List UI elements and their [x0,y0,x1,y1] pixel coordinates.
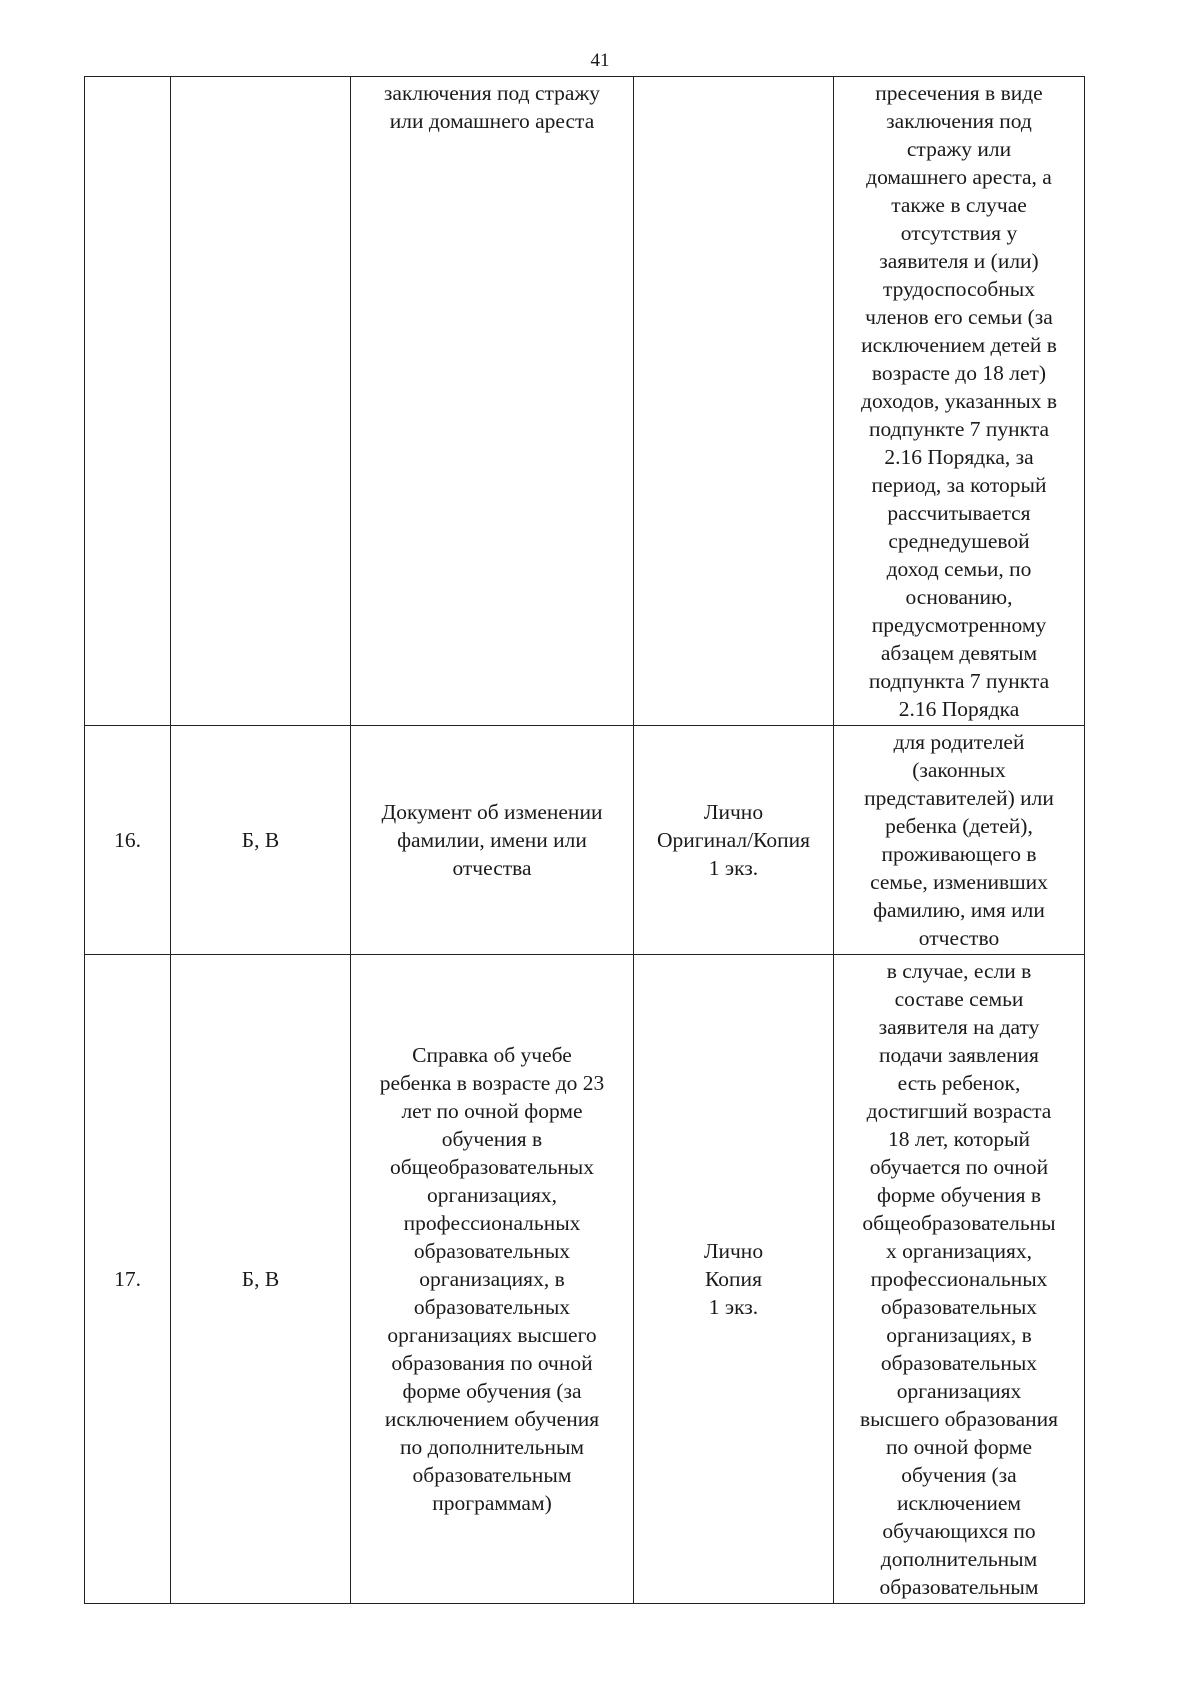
condition-cell [834,77,1085,726]
cell-text-line: трудоспособных [882,277,1035,301]
cell-text-line: (законных [912,758,1006,782]
category-cell [171,77,351,726]
cell-text-line: абзацем девятым [880,641,1038,665]
cell-text-line: форме обучения (за [402,1379,582,1403]
cell-text-line: организациях, [427,1183,557,1207]
row-number-cell [85,77,171,726]
cell-text-line: представителей) или [864,786,1054,810]
cell-text-line: 1 экз. [708,1295,759,1319]
cell-text-line: проживающего в [881,842,1037,866]
cell-text-line: стражу или [906,137,1012,161]
cell-text-line: семье, изменивших [870,870,1048,894]
cell-text-line: подпункте 7 пункта [868,417,1050,441]
cell-text-line: 1 экз. [708,856,759,880]
cell-text-line: организациях, в [419,1267,565,1291]
cell-text-line: образовательным [879,1575,1039,1599]
cell-text-line: обучения в [441,1127,543,1151]
cell-text-line: основанию, [905,585,1013,609]
cell-text-line: есть ребенок, [897,1071,1021,1095]
category-cell: Б, В [171,726,351,955]
cell-text-line: пресечения в виде [875,81,1043,105]
cell-text-line: исключением [897,1491,1021,1515]
cell-text-line: отсутствия у [900,221,1018,245]
submission-method-cell [634,726,834,955]
cell-text-line: возрасте до 18 лет) [871,361,1047,385]
submission-method-cell [634,955,834,1604]
cell-text-line: организациях [896,1379,1022,1403]
cell-text-line: достигший возраста [866,1099,1052,1123]
cell-text-line: по очной форме [885,1435,1033,1459]
cell-text-line: образовательных [413,1239,571,1263]
cell-text-line: заявителя и (или) [879,249,1039,273]
cell-text-line: общеобразовательных [390,1155,594,1179]
cell-text-line: профессиональных [870,1267,1048,1291]
cell-text-line: заключения под стражу [383,81,601,105]
table-row [85,726,1085,955]
cell-text-line: также в случае [891,193,1027,217]
cell-text-line: Лично [703,800,764,824]
cell-text-line: фамилии, имени или [397,828,587,852]
document-cell [351,955,634,1604]
cell-text-line: членов его семьи (за [865,305,1053,329]
cell-text-line: Справка об учебе [412,1043,572,1067]
cell-text-line: доходов, указанных в [861,389,1057,413]
cell-text-line: среднедушевой [888,529,1030,553]
page-number: 41 [590,50,610,71]
cell-text-line: дополнительным [880,1547,1038,1571]
category-cell: Б, В [171,955,351,1604]
cell-text-line: 18 лет, который [887,1127,1031,1151]
cell-text-line: организациях, в [886,1323,1032,1347]
cell-text-line: организациях высшего [387,1323,597,1347]
cell-text-line: отчество [918,926,1000,950]
cell-text-line: составе семьи [894,987,1024,1011]
cell-text-line: Документ об изменении [381,800,603,824]
cell-text-line: обучается по очной [869,1155,1049,1179]
cell-text-line: Оригинал/Копия [657,828,810,852]
cell-text-line: подпункта 7 пункта [868,669,1050,693]
row-number-cell: 16. [85,726,171,955]
cell-text-line: предусмотренному [871,613,1047,637]
document-cell [351,77,634,726]
cell-text-line: исключением обучения [384,1407,600,1431]
cell-text-line: Лично [703,1239,764,1263]
documents-table [84,76,1085,1604]
submission-method-cell [634,77,834,726]
cell-text-line: заключения под [886,109,1032,133]
cell-text-line: обучающихся по [882,1519,1036,1543]
cell-text-line: для родителей [893,730,1025,754]
cell-text-line: образовательных [413,1295,571,1319]
cell-text-line: домашнего ареста, а [866,165,1052,189]
cell-text-line: высшего образования [859,1407,1059,1431]
condition-cell [834,955,1085,1604]
document-cell [351,726,634,955]
cell-text-line: программам) [432,1491,552,1515]
table-row [85,77,1085,726]
cell-text-line: образования по очной [391,1351,593,1375]
cell-text-line: обучения (за [901,1463,1017,1487]
row-number-cell: 17. [85,955,171,1604]
cell-text-line: период, за который [871,473,1047,497]
cell-text-line: образовательных [880,1295,1038,1319]
cell-text-line: исключением детей в [861,333,1057,357]
cell-text-line: форме обучения в [876,1183,1042,1207]
cell-text-line: ребенка в возрасте до 23 [379,1071,605,1095]
cell-text-line: 2.16 Порядка, за [884,445,1034,469]
cell-text-line: общеобразовательны [862,1211,1056,1235]
cell-text-line: ребенка (детей), [885,814,1033,838]
cell-text-line: подачи заявления [879,1043,1039,1067]
cell-text-line: в случае, если в [886,959,1032,983]
cell-text-line: х организациях, [885,1239,1033,1263]
table-row [85,955,1085,1604]
cell-text-line: отчества [452,856,532,880]
cell-text-line: лет по очной форме [401,1099,583,1123]
cell-text-line: по дополнительным [399,1435,585,1459]
cell-text-line: заявителя на дату [878,1015,1040,1039]
cell-text-line: образовательным [412,1463,572,1487]
cell-text-line: профессиональных [403,1211,581,1235]
cell-text-line: фамилию, имя или [873,898,1045,922]
cell-text-line: или домашнего ареста [389,109,595,133]
condition-cell [834,726,1085,955]
cell-text-line: образовательных [880,1351,1038,1375]
cell-text-line: рассчитывается [887,501,1031,525]
cell-text-line: 2.16 Порядка [898,697,1020,721]
cell-text-line: доход семьи, по [886,557,1032,581]
cell-text-line: Копия [705,1267,762,1291]
